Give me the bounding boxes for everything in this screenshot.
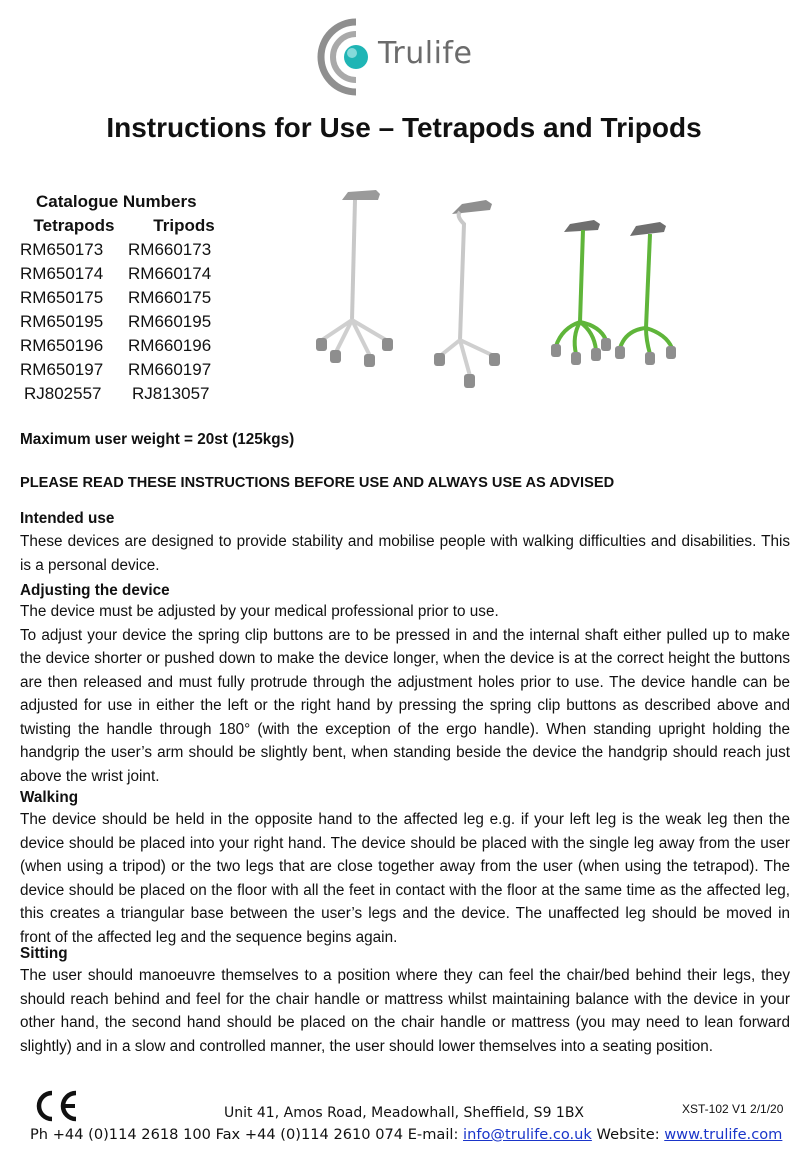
intended-use-text: These devices are designed to provide stability and mobilise people with walking difficulties and disabilities. This is a personal device. xyxy=(20,533,790,574)
catalogue-row xyxy=(20,358,240,382)
tetrapod-code: RM650175 xyxy=(20,288,104,307)
adjusting-heading: Adjusting the device xyxy=(20,582,170,599)
catalogue-row xyxy=(20,382,240,406)
phone-fax-label: Ph +44 (0)114 2618 100 Fax +44 (0)114 2610 074 E-mail: xyxy=(30,1126,464,1143)
tetrapod-code: RM650195 xyxy=(20,312,104,331)
intended-use-heading: Intended use xyxy=(20,510,115,527)
tripod-code: RM660195 xyxy=(128,312,212,331)
silver-tripod xyxy=(434,200,500,388)
tetrapod-code: RJ802557 xyxy=(24,384,102,403)
sitting-heading: Sitting xyxy=(20,945,68,962)
adjusting-paragraph-1: The device must be adjusted by your medical professional prior to use. xyxy=(20,603,499,620)
catalogue-row xyxy=(20,310,240,334)
contact-line xyxy=(30,1126,782,1143)
email-link[interactable]: info@trulife.co.uk xyxy=(463,1126,592,1143)
tetrapod-code: RM650173 xyxy=(20,240,104,259)
tripod-code: RM660174 xyxy=(128,264,212,283)
tripod-code: RJ813057 xyxy=(132,384,210,403)
catalogue-row xyxy=(20,286,240,310)
sitting-text: The user should manoeuvre themselves to a position where they can feel the chair/bed behind their legs, they should reach behind and feel for the chair handle or mattress whilst maintaining balance with the device in your other hand, the second hand should be placed on the chair handle or mattress (you may need to lean forward slightly) and in a slow and controlled manner, the user should lower themselves into a seating position. xyxy=(20,967,790,1055)
website-link[interactable]: www.trulife.com xyxy=(664,1126,783,1143)
green-tetrapod xyxy=(551,220,611,365)
col-tripods: Tripods xyxy=(153,216,215,235)
tetrapod-code: RM650196 xyxy=(20,336,104,355)
catalogue-row xyxy=(20,262,240,286)
walking-canes-image xyxy=(300,180,680,405)
green-tripod xyxy=(615,222,676,365)
tetrapod-code: RM650197 xyxy=(20,360,104,379)
max-user-weight: Maximum user weight = 20st (125kgs) xyxy=(20,431,295,448)
website-label: Website: xyxy=(591,1126,665,1143)
tripod-code: RM660175 xyxy=(128,288,212,307)
tripod-code: RM660196 xyxy=(128,336,212,355)
page-title: Instructions for Use – Tetrapods and Tripods xyxy=(106,112,702,143)
brand-name: Trulife xyxy=(378,36,473,71)
silver-tetrapod xyxy=(316,190,393,367)
walking-heading: Walking xyxy=(20,789,79,806)
company-address: Unit 41, Amos Road, Meadowhall, Sheffield, S9 1BX xyxy=(223,1105,585,1121)
walking-text: The device should be held in the opposite hand to the affected leg e.g. if your left leg is the weak leg then the device should be placed into your right hand. The device should be placed with the single leg away from the user (when using a tripod) or the two legs that are close together away from the user (when using the tetrapod). The device should be placed on the floor with all the feet in contact with the floor at the same time as the affected leg, this creates a triangular base between the user’s legs and the device. The unaffected leg should be moved in front of the affected leg and the sequence begins again. xyxy=(20,811,790,946)
tripod-code: RM660173 xyxy=(128,240,212,259)
adjusting-paragraph-2: To adjust your device the spring clip buttons are to be pressed in and the internal shaft either pulled up to make the device shorter or pushed down to make the device longer, when the device is at the correct height the buttons are then released and must fully protrude through the adjustment holes prior to use. The device handle can be adjusted for use in either the left or the right hand by pressing the spring clip buttons as described above and twisting the handle through 180° (with the exception of the ergo handle). When standing upright holding the handgrip the user’s arm should be slightly bent, when standing beside the device the handgrip should reach just above the wrist joint. xyxy=(20,626,790,785)
catalogue-heading: Catalogue Numbers xyxy=(36,192,197,211)
read-instructions-warning: PLEASE READ THESE INSTRUCTIONS BEFORE USE AND ALWAYS USE AS ADVISED xyxy=(20,475,615,491)
col-tetrapods: Tetrapods xyxy=(33,216,115,235)
catalogue-header-row xyxy=(20,214,240,238)
catalogue-row xyxy=(20,238,240,262)
catalogue-table xyxy=(20,214,240,406)
tripod-code: RM660197 xyxy=(128,360,212,379)
adjusting-text xyxy=(20,600,790,788)
document-reference: XST-102 V1 2/1/20 xyxy=(682,1102,784,1116)
tetrapod-code: RM650174 xyxy=(20,264,104,283)
catalogue-row xyxy=(20,334,240,358)
